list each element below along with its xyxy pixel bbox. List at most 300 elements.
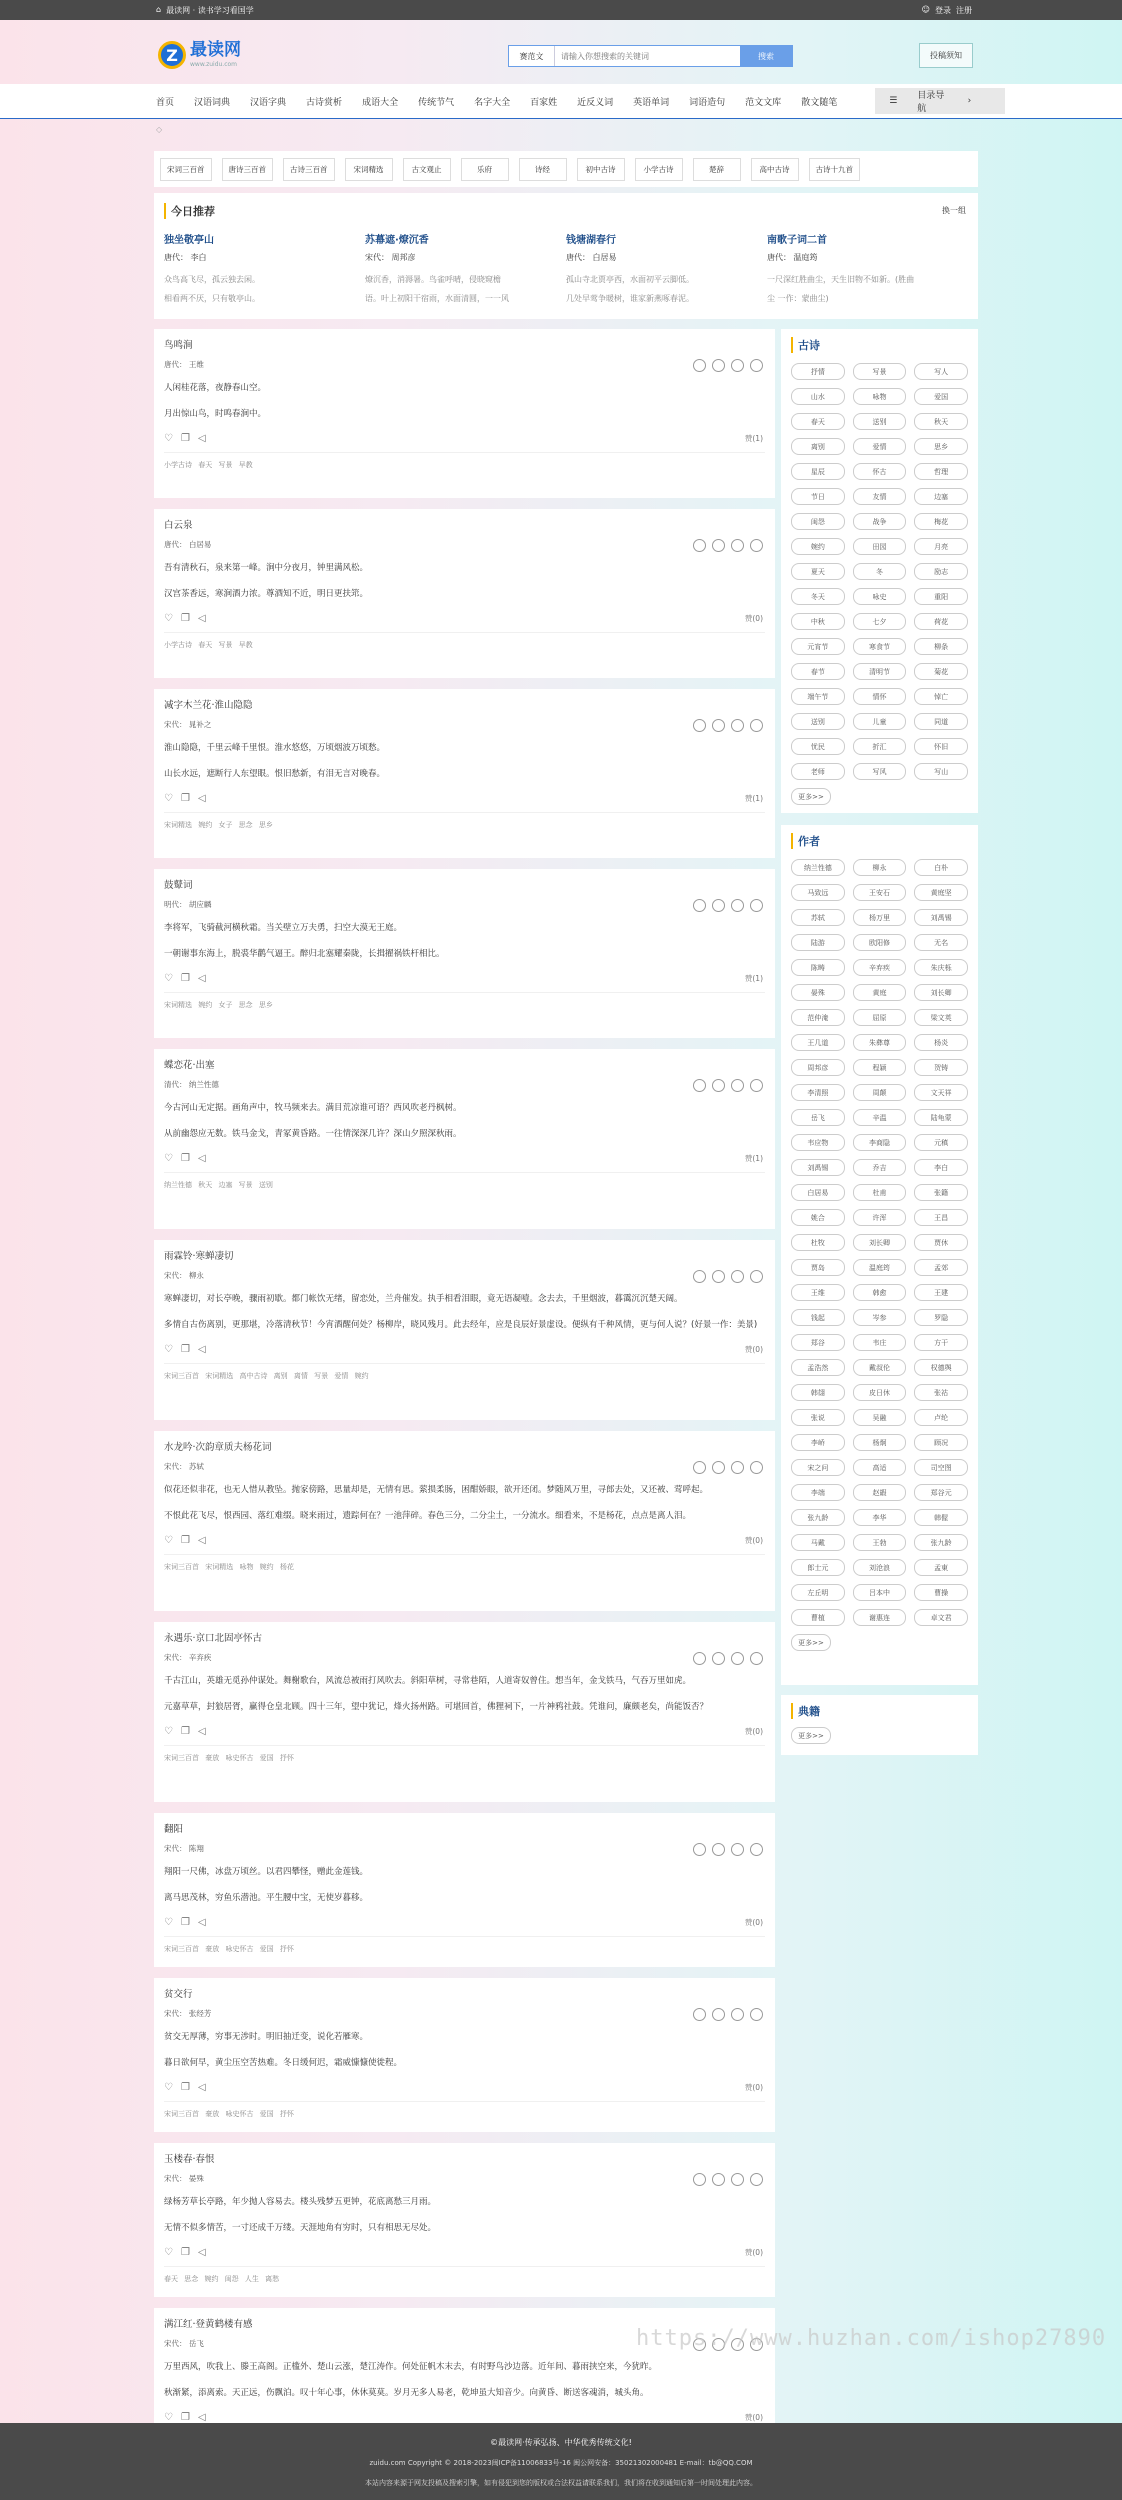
author-tag[interactable]: 马致远 (791, 884, 845, 901)
author-tag[interactable]: 陆游 (791, 934, 845, 951)
author-tag[interactable]: 刘长卿 (853, 1234, 907, 1251)
author-tag[interactable]: 吴融 (853, 1409, 907, 1426)
note-icon[interactable] (731, 2173, 744, 2186)
sound-icon[interactable]: ◁ (197, 433, 206, 444)
author-tag[interactable]: 左丘明 (791, 1584, 845, 1601)
tag-item[interactable]: 七夕 (853, 613, 907, 630)
author-tag[interactable]: 柳永 (853, 859, 907, 876)
like-count[interactable]: 赞(1) (744, 974, 763, 983)
author-tag[interactable]: 张九龄 (791, 1509, 845, 1526)
poem-title[interactable]: 蝶恋花·出塞 (164, 1060, 215, 1071)
note-icon[interactable] (731, 1079, 744, 1092)
note-icon[interactable] (731, 1461, 744, 1474)
audio-icon[interactable] (750, 1652, 763, 1665)
nav-item[interactable]: 散文随笔 (801, 97, 838, 108)
copy-icon[interactable] (693, 719, 706, 732)
poem-title[interactable]: 水龙吟·次韵章质夫杨花词 (164, 1442, 272, 1453)
heart-icon[interactable]: ♡ (164, 2412, 173, 2423)
search-type-select[interactable]: 赛范文 (509, 46, 555, 66)
audio-icon[interactable] (750, 2173, 763, 2186)
poem-author[interactable]: 宋代： 晏殊 (164, 2174, 204, 2183)
author-tag[interactable]: 顾况 (914, 1434, 968, 1451)
heart-icon[interactable]: ♡ (164, 2082, 173, 2093)
poem-title[interactable]: 永遇乐·京口北固亭怀古 (164, 1633, 263, 1644)
copy-icon[interactable] (693, 1652, 706, 1665)
search-input[interactable] (555, 46, 740, 66)
author-tag[interactable]: 罗隐 (914, 1309, 968, 1326)
poem-author[interactable]: 宋代： 辛弃疾 (164, 1653, 212, 1662)
author-tag[interactable]: 纳兰性德 (791, 859, 845, 876)
tag-item[interactable]: 冬 (853, 563, 907, 580)
category-tag[interactable]: 宋词三百首 (160, 158, 212, 181)
sound-icon[interactable]: ◁ (197, 2247, 206, 2258)
sound-icon[interactable]: ◁ (197, 973, 206, 984)
author-tag[interactable]: 谢惠连 (853, 1609, 907, 1626)
sound-icon[interactable]: ◁ (197, 793, 206, 804)
tag-item[interactable]: 励志 (914, 563, 968, 580)
author-tag[interactable]: 韩愈 (853, 1284, 907, 1301)
tag-item[interactable]: 荷花 (914, 613, 968, 630)
sound-icon[interactable]: ◁ (197, 2082, 206, 2093)
poem-title[interactable]: 玉楼春·春恨 (164, 2154, 215, 2165)
tag-item[interactable]: 写景 (853, 363, 907, 380)
author-tag[interactable]: 陆龟蒙 (914, 1109, 968, 1126)
heart-icon[interactable]: ♡ (164, 1153, 173, 1164)
like-count[interactable]: 赞(0) (744, 1727, 763, 1736)
tag-item[interactable]: 星辰 (791, 463, 845, 480)
like-count[interactable]: 赞(0) (744, 2248, 763, 2257)
tag-item[interactable]: 婉约 (791, 538, 845, 555)
author-tag[interactable]: 程颖 (853, 1059, 907, 1076)
poem-author[interactable]: 宋代： 柳永 (164, 1271, 204, 1280)
tag-item[interactable]: 节日 (791, 488, 845, 505)
tag-item[interactable]: 折汇 (853, 738, 907, 755)
nav-item[interactable]: 词语造句 (689, 97, 726, 108)
audio-icon[interactable] (750, 539, 763, 552)
author-tag[interactable]: 白朴 (914, 859, 968, 876)
nav-item[interactable]: 英语单词 (633, 97, 670, 108)
tag-item[interactable]: 菊花 (914, 663, 968, 680)
tag-item[interactable]: 写山 (914, 763, 968, 780)
author-tag[interactable]: 孟郊 (914, 1259, 968, 1276)
heart-icon[interactable]: ♡ (164, 613, 173, 624)
author-tag[interactable]: 孟浩然 (791, 1359, 845, 1376)
copy-icon[interactable] (693, 359, 706, 372)
tag-item[interactable]: 悼亡 (914, 688, 968, 705)
sound-icon[interactable]: ◁ (197, 1153, 206, 1164)
poem-title[interactable]: 雨霖铃·寒蝉凄切 (164, 1251, 234, 1262)
author-tag[interactable]: 郑谷元 (914, 1484, 968, 1501)
author-tag[interactable]: 刘长卿 (914, 984, 968, 1001)
author-tag[interactable]: 晏殊 (791, 984, 845, 1001)
author-tag[interactable]: 韦应物 (791, 1134, 845, 1151)
author-tag[interactable]: 李白 (914, 1159, 968, 1176)
author-tag[interactable]: 屈原 (853, 1009, 907, 1026)
audio-icon[interactable] (750, 1461, 763, 1474)
tag-item[interactable]: 咏史 (853, 588, 907, 605)
poem-author[interactable]: 宋代： 张经芳 (164, 2009, 212, 2018)
category-tag[interactable]: 古诗十九首 (809, 158, 861, 181)
author-tag[interactable]: 王昌 (914, 1209, 968, 1226)
category-tag[interactable]: 古诗三百首 (283, 158, 335, 181)
tag-item[interactable]: 田园 (853, 538, 907, 555)
poem-title[interactable]: 翻阳 (164, 1824, 184, 1835)
author-tag[interactable]: 钱起 (791, 1309, 845, 1326)
author-tag[interactable]: 辛温 (853, 1109, 907, 1126)
note-icon[interactable] (731, 539, 744, 552)
poem-author[interactable]: 唐代： 王维 (164, 360, 204, 369)
like-count[interactable]: 赞(0) (744, 1345, 763, 1354)
sound-icon[interactable]: ◁ (197, 1726, 206, 1737)
tag-item[interactable]: 秋天 (914, 413, 968, 430)
poem-author[interactable]: 明代： 胡应麟 (164, 900, 212, 909)
heart-icon[interactable]: ♡ (164, 2247, 173, 2258)
nav-item[interactable]: 范文文库 (745, 97, 782, 108)
tag-item[interactable]: 写风 (853, 763, 907, 780)
recommend-item[interactable] (164, 231, 365, 308)
author-tag[interactable]: 李商隐 (853, 1134, 907, 1151)
author-tag[interactable]: 马戴 (791, 1534, 845, 1551)
author-tag[interactable]: 韦庄 (853, 1334, 907, 1351)
translate-icon[interactable] (712, 1079, 725, 1092)
like-count[interactable]: 赞(0) (744, 1536, 763, 1545)
author-tag[interactable]: 欧阳修 (853, 934, 907, 951)
tag-item[interactable]: 中秋 (791, 613, 845, 630)
author-tag[interactable]: 贾岛 (791, 1259, 845, 1276)
tag-item[interactable]: 怀旧 (914, 738, 968, 755)
like-count[interactable]: 赞(0) (744, 2083, 763, 2092)
poem-title[interactable]: 减字木兰花·淮山隐隐 (164, 700, 253, 711)
copy-icon[interactable] (693, 1270, 706, 1283)
author-tag[interactable]: 权德舆 (914, 1359, 968, 1376)
note-icon[interactable] (731, 719, 744, 732)
translate-icon[interactable] (712, 2173, 725, 2186)
author-tag[interactable]: 周邦彦 (791, 1059, 845, 1076)
author-tag[interactable]: 温庭筠 (853, 1259, 907, 1276)
nav-item[interactable]: 传统节气 (418, 97, 455, 108)
author-tag[interactable]: 卓文君 (914, 1609, 968, 1626)
tag-item[interactable]: 战争 (853, 513, 907, 530)
search-button[interactable]: 搜索 (740, 46, 792, 66)
translate-icon[interactable] (712, 359, 725, 372)
copy-icon[interactable] (693, 1461, 706, 1474)
author-tag[interactable]: 李清照 (791, 1084, 845, 1101)
note-icon[interactable] (731, 359, 744, 372)
author-tag[interactable]: 白居易 (791, 1184, 845, 1201)
translate-icon[interactable] (712, 1270, 725, 1283)
author-tag[interactable]: 许浑 (853, 1209, 907, 1226)
tag-item[interactable]: 冬天 (791, 588, 845, 605)
author-tag[interactable]: 贾休 (914, 1234, 968, 1251)
tag-item[interactable]: 思乡 (914, 438, 968, 455)
copy-icon[interactable]: ❐ (180, 2082, 190, 2093)
author-tag[interactable]: 郑谷 (791, 1334, 845, 1351)
author-tag[interactable]: 辛弃疾 (853, 959, 907, 976)
author-tag[interactable]: 郎士元 (791, 1559, 845, 1576)
tag-item[interactable]: 爱国 (914, 388, 968, 405)
recommend-title[interactable]: 南歌子词二首 (767, 235, 827, 246)
tag-item[interactable]: 爱情 (853, 438, 907, 455)
author-tag[interactable]: 姚合 (791, 1209, 845, 1226)
more-link[interactable]: 更多>> (791, 788, 831, 805)
author-tag[interactable]: 杨炯 (853, 1434, 907, 1451)
tag-item[interactable]: 咏物 (853, 388, 907, 405)
author-tag[interactable]: 王维 (791, 1284, 845, 1301)
author-tag[interactable]: 朱庆栎 (914, 959, 968, 976)
category-tag[interactable]: 唐诗三百首 (222, 158, 274, 181)
tag-item[interactable]: 柳条 (914, 638, 968, 655)
category-tag[interactable]: 宋词精选 (345, 158, 393, 181)
author-tag[interactable]: 方干 (914, 1334, 968, 1351)
author-tag[interactable]: 宋之问 (791, 1459, 845, 1476)
translate-icon[interactable] (712, 1652, 725, 1665)
tag-item[interactable]: 同道 (914, 713, 968, 730)
translate-icon[interactable] (712, 2008, 725, 2021)
tag-item[interactable]: 抒情 (791, 363, 845, 380)
register-link[interactable]: 注册 (956, 5, 972, 15)
author-tag[interactable]: 杨万里 (853, 909, 907, 926)
heart-icon[interactable]: ♡ (164, 1535, 173, 1546)
author-tag[interactable]: 张九龄 (914, 1534, 968, 1551)
author-tag[interactable]: 文天祥 (914, 1084, 968, 1101)
author-tag[interactable]: 王勃 (853, 1534, 907, 1551)
poem-author[interactable]: 唐代： 白居易 (164, 540, 212, 549)
author-tag[interactable]: 曹操 (914, 1584, 968, 1601)
heart-icon[interactable]: ♡ (164, 793, 173, 804)
audio-icon[interactable] (750, 2008, 763, 2021)
author-tag[interactable]: 刘沧浪 (853, 1559, 907, 1576)
audio-icon[interactable] (750, 719, 763, 732)
translate-icon[interactable] (712, 539, 725, 552)
author-tag[interactable]: 贺铸 (914, 1059, 968, 1076)
copy-icon[interactable] (693, 2173, 706, 2186)
poem-author[interactable]: 宋代： 晁补之 (164, 720, 212, 729)
copy-icon[interactable]: ❐ (180, 1535, 190, 1546)
author-tag[interactable]: 王几道 (791, 1034, 845, 1051)
tag-item[interactable]: 清明节 (853, 663, 907, 680)
tag-item[interactable]: 夏天 (791, 563, 845, 580)
sound-icon[interactable]: ◁ (197, 613, 206, 624)
author-tag[interactable]: 无名 (914, 934, 968, 951)
tag-item[interactable]: 儿童 (853, 713, 907, 730)
nav-item[interactable]: 成语大全 (362, 97, 399, 108)
nav-item[interactable]: 汉语字典 (250, 97, 287, 108)
category-tag[interactable]: 小学古诗 (635, 158, 683, 181)
translate-icon[interactable] (712, 719, 725, 732)
nav-item[interactable]: 汉语词典 (194, 97, 231, 108)
heart-icon[interactable]: ♡ (164, 1344, 173, 1355)
tag-item[interactable]: 山水 (791, 388, 845, 405)
note-icon[interactable] (731, 1843, 744, 1856)
author-tag[interactable]: 张籍 (914, 1184, 968, 1201)
tag-item[interactable]: 怀古 (853, 463, 907, 480)
author-tag[interactable]: 陈畴 (791, 959, 845, 976)
dir-nav-button[interactable] (875, 88, 1005, 114)
change-button[interactable]: 换一组 (942, 206, 966, 215)
tag-item[interactable]: 重阳 (914, 588, 968, 605)
sound-icon[interactable]: ◁ (197, 1917, 206, 1928)
nav-item[interactable]: 首页 (156, 97, 175, 108)
copy-icon[interactable]: ❐ (180, 973, 190, 984)
author-tag[interactable]: 元稹 (914, 1134, 968, 1151)
heart-icon[interactable]: ♡ (164, 433, 173, 444)
copy-icon[interactable]: ❐ (180, 1344, 190, 1355)
copy-icon[interactable] (693, 899, 706, 912)
tag-item[interactable]: 写人 (914, 363, 968, 380)
author-tag[interactable]: 张说 (791, 1409, 845, 1426)
author-tag[interactable]: 苏轼 (791, 909, 845, 926)
note-icon[interactable] (731, 2008, 744, 2021)
author-tag[interactable]: 李端 (791, 1484, 845, 1501)
author-tag[interactable]: 朱彝尊 (853, 1034, 907, 1051)
copy-icon[interactable] (693, 1843, 706, 1856)
note-icon[interactable] (731, 1270, 744, 1283)
author-tag[interactable]: 杨炎 (914, 1034, 968, 1051)
author-tag[interactable]: 孟東 (914, 1559, 968, 1576)
like-count[interactable]: 赞(1) (744, 434, 763, 443)
author-tag[interactable]: 李峤 (791, 1434, 845, 1451)
author-tag[interactable]: 司空图 (914, 1459, 968, 1476)
copy-icon[interactable]: ❐ (180, 1726, 190, 1737)
tag-item[interactable]: 月亮 (914, 538, 968, 555)
tag-item[interactable]: 老师 (791, 763, 845, 780)
nav-item[interactable]: 百家姓 (530, 97, 558, 108)
translate-icon[interactable] (712, 1461, 725, 1474)
like-count[interactable]: 赞(0) (744, 614, 763, 623)
recommend-item[interactable] (365, 231, 566, 308)
author-tag[interactable]: 杜牧 (791, 1234, 845, 1251)
category-tag[interactable]: 古文观止 (403, 158, 451, 181)
audio-icon[interactable] (750, 1843, 763, 1856)
author-tag[interactable]: 赵嘏 (853, 1484, 907, 1501)
copy-icon[interactable]: ❐ (180, 2412, 190, 2423)
recommend-title[interactable]: 苏幕遮·燎沉香 (365, 235, 429, 246)
author-tag[interactable]: 戴叔伦 (853, 1359, 907, 1376)
tag-item[interactable]: 边塞 (914, 488, 968, 505)
copy-icon[interactable] (693, 539, 706, 552)
heart-icon[interactable]: ♡ (164, 1726, 173, 1737)
poem-author[interactable]: 宋代： 岳飞 (164, 2339, 204, 2348)
copy-icon[interactable]: ❐ (180, 793, 190, 804)
like-count[interactable]: 赞(0) (744, 1918, 763, 1927)
tag-item[interactable]: 春天 (791, 413, 845, 430)
login-link[interactable]: 登录 (935, 5, 951, 15)
like-count[interactable]: 赞(1) (744, 1154, 763, 1163)
audio-icon[interactable] (750, 899, 763, 912)
category-tag[interactable]: 楚辞 (693, 158, 741, 181)
recommend-title[interactable]: 独坐敬亭山 (164, 235, 214, 246)
more-link[interactable]: 更多>> (791, 1727, 831, 1744)
poem-author[interactable]: 宋代： 苏轼 (164, 1462, 204, 1471)
site-logo[interactable] (158, 41, 241, 69)
copy-icon[interactable]: ❐ (180, 613, 190, 624)
tag-item[interactable]: 春节 (791, 663, 845, 680)
author-tag[interactable]: 王建 (914, 1284, 968, 1301)
tag-item[interactable]: 端午节 (791, 688, 845, 705)
author-tag[interactable]: 吕本中 (853, 1584, 907, 1601)
author-tag[interactable]: 周颠 (853, 1084, 907, 1101)
audio-icon[interactable] (750, 1079, 763, 1092)
sound-icon[interactable]: ◁ (197, 2412, 206, 2423)
tag-item[interactable]: 离别 (791, 438, 845, 455)
author-tag[interactable]: 岳飞 (791, 1109, 845, 1126)
audio-icon[interactable] (750, 359, 763, 372)
tag-item[interactable]: 送别 (853, 413, 907, 430)
author-tag[interactable]: 李华 (853, 1509, 907, 1526)
author-tag[interactable]: 梁文英 (914, 1009, 968, 1026)
translate-icon[interactable] (712, 1843, 725, 1856)
author-tag[interactable]: 黄庭 (853, 984, 907, 1001)
poem-title[interactable]: 满江红·登黄鹤楼有感 (164, 2319, 253, 2330)
category-tag[interactable]: 乐府 (461, 158, 509, 181)
author-tag[interactable]: 曹植 (791, 1609, 845, 1626)
author-tag[interactable]: 高适 (853, 1459, 907, 1476)
author-tag[interactable]: 张祜 (914, 1384, 968, 1401)
author-tag[interactable]: 范仲淹 (791, 1009, 845, 1026)
heart-icon[interactable]: ♡ (164, 1917, 173, 1928)
author-tag[interactable]: 王安石 (853, 884, 907, 901)
tag-item[interactable]: 闺怨 (791, 513, 845, 530)
nav-item[interactable]: 近反义词 (577, 97, 614, 108)
tag-item[interactable]: 元宵节 (791, 638, 845, 655)
poem-title[interactable]: 鸟鸣涧 (164, 340, 193, 351)
copy-icon[interactable]: ❐ (180, 433, 190, 444)
nav-item[interactable]: 名字大全 (474, 97, 511, 108)
poem-author[interactable]: 宋代： 陈翔 (164, 1844, 204, 1853)
like-count[interactable]: 赞(1) (744, 794, 763, 803)
tag-item[interactable]: 情怀 (853, 688, 907, 705)
tag-item[interactable]: 忧民 (791, 738, 845, 755)
category-tag[interactable]: 高中古诗 (751, 158, 799, 181)
author-tag[interactable]: 刘禹锡 (791, 1159, 845, 1176)
poem-title[interactable]: 鼓鼙词 (164, 880, 193, 891)
copy-icon[interactable]: ❐ (180, 2247, 190, 2258)
note-icon[interactable] (731, 899, 744, 912)
note-icon[interactable] (731, 1652, 744, 1665)
more-link[interactable]: 更多>> (791, 1634, 831, 1651)
sound-icon[interactable]: ◁ (197, 1535, 206, 1546)
copy-icon[interactable]: ❐ (180, 1153, 190, 1164)
tag-item[interactable]: 寒食节 (853, 638, 907, 655)
tag-item[interactable]: 梅花 (914, 513, 968, 530)
tag-item[interactable]: 友情 (853, 488, 907, 505)
poem-author[interactable]: 清代： 纳兰性德 (164, 1080, 219, 1089)
author-tag[interactable]: 皮日休 (853, 1384, 907, 1401)
contribute-button[interactable]: 投稿须知 (919, 43, 973, 68)
audio-icon[interactable] (750, 1270, 763, 1283)
recommend-item[interactable] (566, 231, 767, 308)
recommend-title[interactable]: 钱塘湖春行 (566, 235, 616, 246)
category-tag[interactable]: 初中古诗 (577, 158, 625, 181)
sound-icon[interactable]: ◁ (197, 1344, 206, 1355)
poem-title[interactable]: 白云泉 (164, 520, 193, 531)
recommend-item[interactable] (767, 231, 968, 308)
author-tag[interactable]: 韩偓 (914, 1509, 968, 1526)
copy-icon[interactable] (693, 1079, 706, 1092)
author-tag[interactable]: 岑参 (853, 1309, 907, 1326)
poem-title[interactable]: 贫交行 (164, 1989, 193, 2000)
copy-icon[interactable]: ❐ (180, 1917, 190, 1928)
author-tag[interactable]: 乔吉 (853, 1159, 907, 1176)
heart-icon[interactable]: ♡ (164, 973, 173, 984)
author-tag[interactable]: 黄庭坚 (914, 884, 968, 901)
author-tag[interactable]: 杜甫 (853, 1184, 907, 1201)
author-tag[interactable]: 韩翃 (791, 1384, 845, 1401)
nav-item[interactable]: 古诗赏析 (306, 97, 343, 108)
category-tag[interactable]: 诗经 (519, 158, 567, 181)
tag-item[interactable]: 哲理 (914, 463, 968, 480)
author-tag[interactable]: 卢纶 (914, 1409, 968, 1426)
